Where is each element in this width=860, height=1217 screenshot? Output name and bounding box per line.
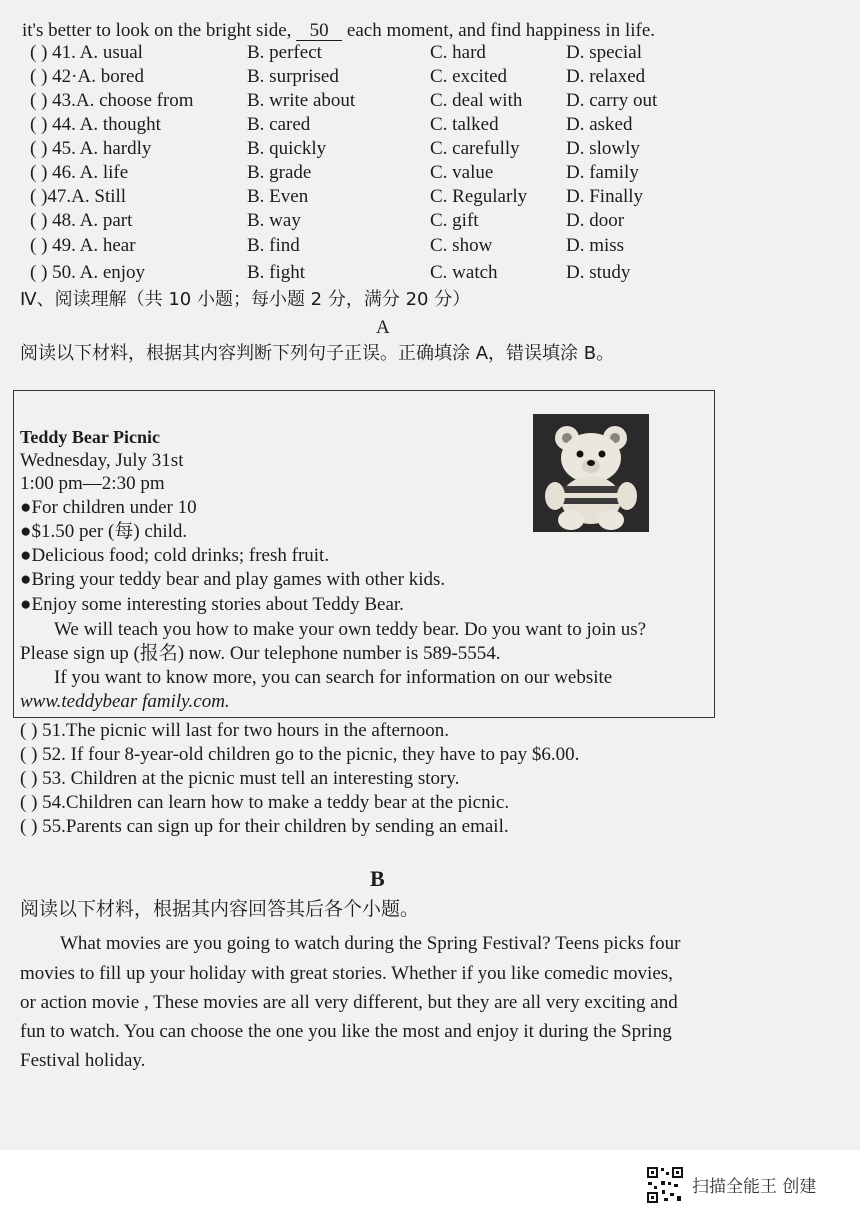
cloze-intro-before: it's better to look on the bright side, bbox=[22, 20, 292, 41]
cloze-option-b: B. write about bbox=[247, 90, 356, 111]
cloze-blank: 50 bbox=[296, 22, 342, 41]
cloze-option-d: D. slowly bbox=[566, 138, 640, 159]
cloze-option-c: C. watch bbox=[430, 262, 498, 283]
ad-bullet-item: ●$1.50 per (每) child. bbox=[20, 521, 188, 542]
cloze-option-c: C. talked bbox=[430, 114, 499, 135]
ad-bullet-item: ●For children under 10 bbox=[20, 497, 197, 518]
cloze-option-c: C. carefully bbox=[430, 138, 520, 159]
section-heading: Ⅳ、阅读理解（共 10 小题；每小题 2 分，满分 20 分） bbox=[20, 289, 471, 310]
ad-bullet-item: ●Delicious food; cold drinks; fresh fruit. bbox=[20, 545, 330, 566]
true-false-question: ( ) 53. Children at the picnic must tell an interesting story. bbox=[20, 768, 460, 789]
part-a-label: A bbox=[376, 317, 390, 338]
cloze-option-d: D. family bbox=[566, 162, 639, 183]
scanner-footer-text: 扫描全能王 创建 bbox=[692, 1177, 817, 1197]
cloze-option-b: B. perfect bbox=[247, 42, 322, 63]
cloze-question-number-option-a: ( ) 41. A. usual bbox=[30, 42, 143, 63]
cloze-option-b: B. fight bbox=[247, 262, 306, 283]
cloze-option-d: D. study bbox=[566, 262, 631, 283]
cloze-option-b: B. Even bbox=[247, 186, 309, 207]
part-b-passage-line: movies to fill up your holiday with great stories. Whether if you like comedic movies, bbox=[20, 963, 673, 984]
ad-title: Teddy Bear Picnic bbox=[20, 427, 161, 447]
true-false-question: ( ) 52. If four 8-year-old children go to the picnic, they have to pay $6.00. bbox=[20, 744, 580, 765]
part-a-instruction: 阅读以下材料，根据其内容判断下列句子正误。正确填涂 A，错误填涂 B。 bbox=[20, 343, 615, 364]
cloze-question-number-option-a: ( ) 42·A. bored bbox=[30, 66, 144, 87]
cloze-option-d: D. relaxed bbox=[566, 66, 646, 87]
cloze-question-number-option-a: ( )47.A. Still bbox=[30, 186, 127, 207]
part-b-label: B bbox=[370, 866, 385, 891]
cloze-question-number-option-a: ( ) 44. A. thought bbox=[30, 114, 161, 135]
teddy-bear-icon bbox=[533, 414, 649, 532]
cloze-option-c: C. excited bbox=[430, 66, 508, 87]
part-b-passage-line: Festival holiday. bbox=[20, 1050, 146, 1071]
cloze-option-b: B. cared bbox=[247, 114, 311, 135]
cloze-option-c: C. hard bbox=[430, 42, 486, 63]
ad-paragraph-1-line-1: We will teach you how to make your own teddy bear. Do you want to join us? bbox=[54, 619, 647, 640]
part-b-passage-line: What movies are you going to watch during the Spring Festival? Teens picks four bbox=[60, 933, 681, 954]
cloze-option-c: C. value bbox=[430, 162, 494, 183]
cloze-option-d: D. special bbox=[566, 42, 642, 63]
cloze-question-number-option-a: ( ) 48. A. part bbox=[30, 210, 133, 231]
ad-website: www.teddybear family.com. bbox=[20, 691, 230, 712]
teddy-bear-image bbox=[533, 414, 649, 532]
cloze-option-b: B. find bbox=[247, 235, 300, 256]
cloze-option-b: B. grade bbox=[247, 162, 312, 183]
qr-code-icon bbox=[646, 1166, 684, 1204]
cloze-option-d: D. Finally bbox=[566, 186, 644, 207]
cloze-option-d: D. carry out bbox=[566, 90, 658, 111]
part-b-instruction: 阅读以下材料，根据其内容回答其后各个小题。 bbox=[20, 898, 420, 920]
part-b-passage-line: or action movie , These movies are all very different, but they are all very exciting and bbox=[20, 992, 678, 1013]
cloze-question-number-option-a: ( ) 50. A. enjoy bbox=[30, 262, 146, 283]
true-false-question: ( ) 55.Parents can sign up for their children by sending an email. bbox=[20, 816, 509, 837]
cloze-question-number-option-a: ( ) 49. A. hear bbox=[30, 235, 136, 256]
cloze-option-d: D. miss bbox=[566, 235, 625, 256]
cloze-option-b: B. surprised bbox=[247, 66, 339, 87]
true-false-question: ( ) 54.Children can learn how to make a teddy bear at the picnic. bbox=[20, 792, 510, 813]
cloze-intro-line bbox=[22, 20, 655, 42]
cloze-question-number-option-a: ( ) 43.A. choose from bbox=[30, 90, 194, 111]
ad-date: Wednesday, July 31st bbox=[20, 450, 184, 471]
cloze-option-c: C. Regularly bbox=[430, 186, 528, 207]
cloze-option-c: C. gift bbox=[430, 210, 479, 231]
cloze-option-b: B. quickly bbox=[247, 138, 327, 159]
cloze-question-number-option-a: ( ) 46. A. life bbox=[30, 162, 129, 183]
cloze-option-c: C. show bbox=[430, 235, 493, 256]
ad-bullet-item: ●Enjoy some interesting stories about Teddy Bear. bbox=[20, 594, 404, 615]
ad-paragraph-1-line-2: Please sign up (报名) now. Our telephone number is 589-5554. bbox=[20, 643, 501, 664]
ad-time: 1:00 pm—2:30 pm bbox=[20, 473, 165, 494]
ad-paragraph-2-line-1: If you want to know more, you can search for information on our website bbox=[54, 667, 613, 688]
cloze-question-number-option-a: ( ) 45. A. hardly bbox=[30, 138, 152, 159]
cloze-option-c: C. deal with bbox=[430, 90, 523, 111]
cloze-intro-after: each moment, and find happiness in life. bbox=[346, 20, 656, 41]
true-false-question: ( ) 51.The picnic will last for two hours in the afternoon. bbox=[20, 720, 449, 741]
cloze-option-d: D. asked bbox=[566, 114, 633, 135]
cloze-option-d: D. door bbox=[566, 210, 625, 231]
ad-bullet-item: ●Bring your teddy bear and play games with other kids. bbox=[20, 569, 446, 590]
cloze-option-b: B. way bbox=[247, 210, 301, 231]
part-b-passage-line: fun to watch. You can choose the one you like the most and enjoy it during the Spring bbox=[20, 1021, 672, 1042]
